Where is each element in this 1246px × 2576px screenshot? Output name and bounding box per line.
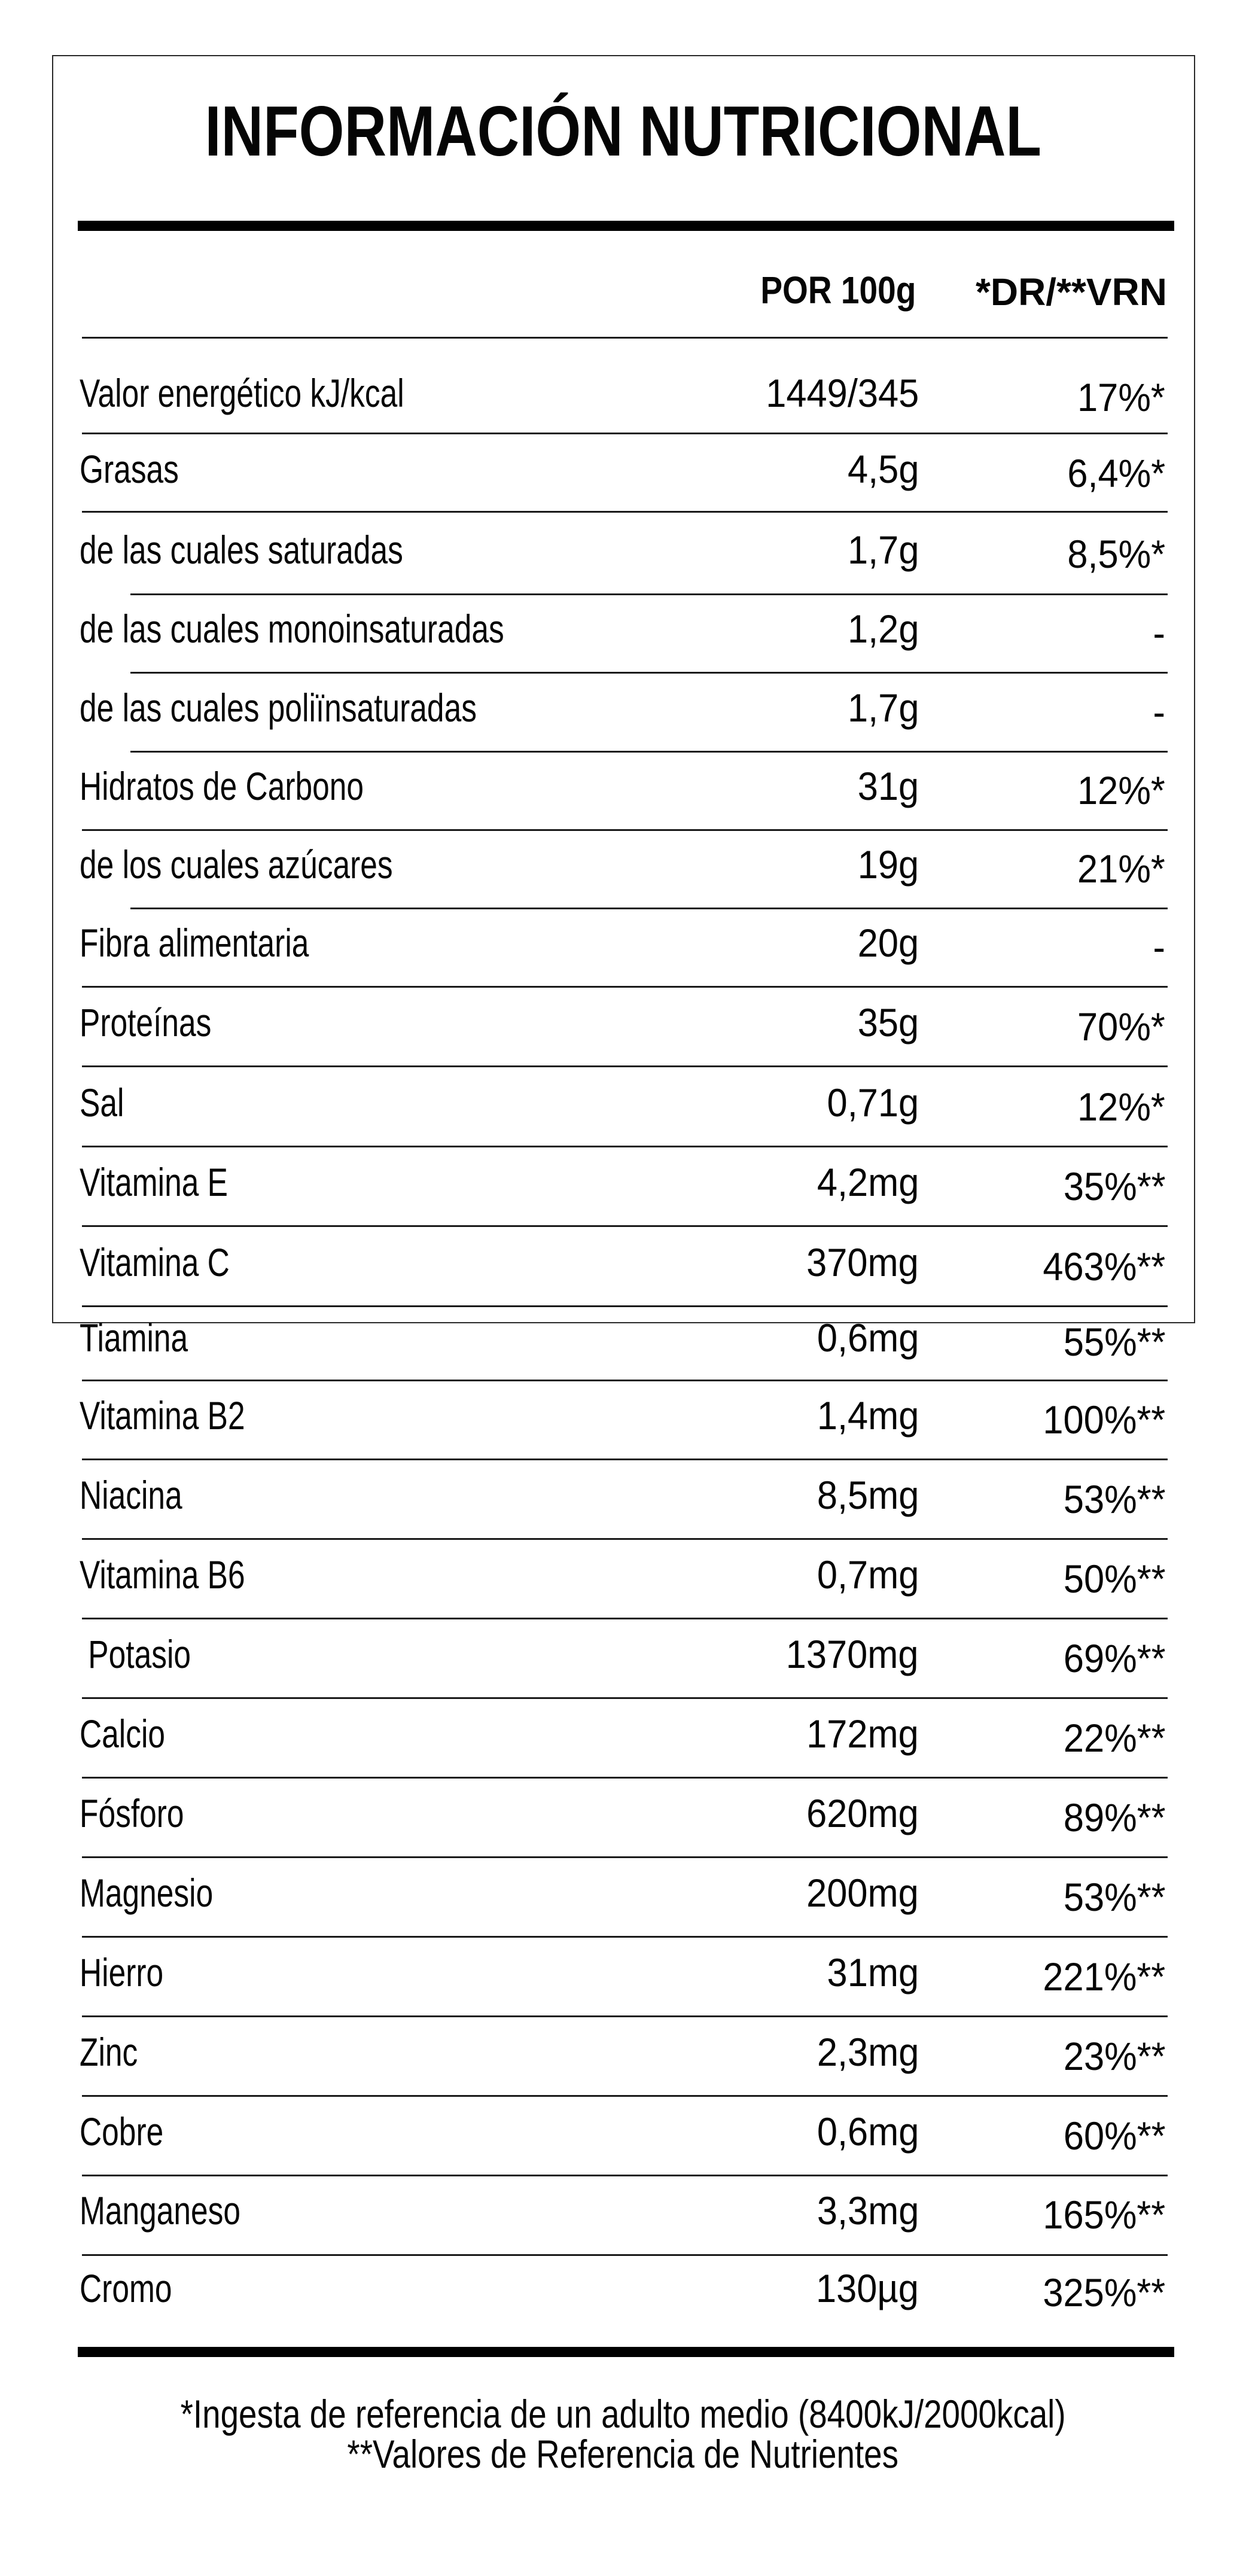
footnote-vrn-text: **Valores de Referencia de Nutrientes: [347, 2432, 899, 2476]
nutrient-value: 370mg: [806, 1240, 919, 1284]
nutrient-label: Potasio: [80, 1632, 191, 1676]
row-divider: [82, 1458, 1168, 1460]
row-divider: [82, 1305, 1168, 1307]
bottom-thick-rule: [78, 2347, 1174, 2357]
nutrient-reference: 23%**: [1063, 2034, 1165, 2078]
nutrient-label: Fibra alimentaria: [80, 921, 309, 965]
top-thick-rule: [78, 221, 1174, 231]
nutrient-value: 4,2mg: [817, 1160, 919, 1204]
nutrient-reference: 325%**: [1043, 2270, 1165, 2315]
nutrient-label: Calcio: [80, 1712, 166, 1756]
nutrient-reference: 53%**: [1063, 1875, 1165, 1919]
row-divider-indented: [130, 751, 1168, 753]
nutrient-value: 19g: [857, 842, 919, 887]
row-divider: [82, 1856, 1168, 1858]
nutrient-reference: 69%**: [1063, 1636, 1165, 1680]
row-divider: [82, 1936, 1168, 1938]
row-divider: [82, 1065, 1168, 1067]
footnote-vrn: [0, 2434, 1246, 2474]
nutrient-value: 8,5mg: [817, 1473, 919, 1517]
nutrient-label: Hierro: [80, 1950, 164, 1995]
column-header-per-100g: POR 100g: [760, 269, 916, 312]
nutrient-value: 1,2g: [847, 607, 919, 651]
row-divider: [82, 1380, 1168, 1381]
nutrient-reference: 70%*: [1077, 1004, 1165, 1049]
nutrient-label: Valor energético kJ/kcal: [80, 371, 404, 415]
nutrient-reference: 221%**: [1043, 1954, 1165, 1999]
nutrient-label: Vitamina C: [80, 1240, 230, 1284]
nutrient-value: 1370mg: [786, 1632, 919, 1676]
row-divider: [82, 986, 1168, 988]
nutrient-reference: 89%**: [1063, 1795, 1165, 1840]
row-divider: [82, 1697, 1168, 1699]
nutrient-reference: -: [1153, 611, 1165, 655]
nutrient-reference: 21%*: [1077, 847, 1165, 891]
nutrient-reference: 12%*: [1077, 768, 1165, 812]
nutrient-value: 20g: [857, 921, 919, 965]
row-divider-indented: [130, 672, 1168, 674]
row-divider: [82, 1777, 1168, 1779]
nutrient-label: Tiamina: [80, 1316, 188, 1360]
nutrient-value: 0,6mg: [817, 1316, 919, 1360]
column-header-reference: *DR/**VRN: [975, 270, 1167, 313]
nutrient-label: de los cuales azúcares: [80, 842, 393, 887]
nutrient-label: Cobre: [80, 2109, 164, 2154]
nutrient-value: 4,5g: [847, 447, 919, 491]
nutrient-value: 200mg: [806, 1871, 919, 1915]
header-divider: [82, 337, 1168, 339]
nutrient-label: Vitamina E: [80, 1160, 229, 1204]
nutrient-label: Manganeso: [80, 2188, 241, 2233]
row-divider: [82, 2254, 1168, 2256]
row-divider: [82, 2095, 1168, 2097]
nutrient-label: Proteínas: [80, 1000, 212, 1045]
nutrient-label: de las cuales poliïnsaturadas: [80, 686, 477, 730]
nutrient-value: 2,3mg: [817, 2030, 919, 2074]
nutrient-reference: 8,5%*: [1067, 532, 1165, 576]
title-text: INFORMACIÓN NUTRICIONAL: [205, 92, 1041, 171]
nutrient-value: 130µg: [816, 2266, 919, 2310]
row-divider: [82, 1146, 1168, 1147]
row-divider: [82, 1538, 1168, 1540]
nutrient-label: Grasas: [80, 447, 179, 491]
nutrient-value: 0,7mg: [817, 1552, 919, 1597]
row-divider: [82, 433, 1168, 434]
nutrient-reference: 12%*: [1077, 1085, 1165, 1129]
nutrient-value: 35g: [857, 1000, 919, 1045]
nutrient-value: 1,4mg: [817, 1393, 919, 1438]
footnote-dr-text: *Ingesta de referencia de un adulto medio (8400kJ/2000kcal): [180, 2392, 1066, 2436]
nutrient-label: Sal: [80, 1080, 124, 1125]
nutrient-reference: 165%**: [1043, 2193, 1165, 2237]
nutrient-reference: -: [1153, 690, 1165, 734]
nutrient-label: de las cuales monoinsaturadas: [80, 607, 504, 651]
nutrient-value: 620mg: [806, 1791, 919, 1835]
nutrient-value: 3,3mg: [817, 2188, 919, 2233]
row-divider: [82, 1618, 1168, 1619]
nutrient-reference: 100%**: [1043, 1397, 1165, 1442]
row-divider: [82, 2175, 1168, 2176]
nutrient-reference: 6,4%*: [1067, 451, 1165, 495]
nutrient-value: 1,7g: [847, 686, 919, 730]
nutrient-reference: 53%**: [1063, 1477, 1165, 1521]
row-divider: [82, 1225, 1168, 1227]
nutrient-reference: 463%**: [1043, 1244, 1165, 1289]
footnote-dr: [0, 2394, 1246, 2434]
nutrient-reference: -: [1153, 925, 1165, 969]
nutrient-value: 31g: [857, 764, 919, 808]
nutrient-label: Vitamina B2: [80, 1393, 245, 1438]
nutrient-reference: 35%**: [1063, 1164, 1165, 1208]
nutrient-label: Cromo: [80, 2266, 172, 2310]
nutrient-reference: 60%**: [1063, 2114, 1165, 2158]
nutrient-label: Niacina: [80, 1473, 182, 1517]
page-title: [0, 90, 1246, 173]
nutrient-label: Vitamina B6: [80, 1552, 245, 1597]
nutrient-label: Hidratos de Carbono: [80, 764, 364, 808]
nutrient-label: Zinc: [80, 2030, 138, 2074]
nutrient-value: 172mg: [806, 1712, 919, 1756]
nutrient-value: 1449/345: [765, 371, 919, 415]
nutrient-reference: 22%**: [1063, 1716, 1165, 1760]
nutrient-label: Fósforo: [80, 1791, 184, 1835]
row-divider: [82, 829, 1168, 831]
nutrient-label: de las cuales saturadas: [80, 528, 403, 572]
nutrient-value: 31mg: [827, 1950, 919, 1995]
nutrient-label: Magnesio: [80, 1871, 214, 1915]
nutrient-value: 0,6mg: [817, 2109, 919, 2154]
row-divider-indented: [130, 908, 1168, 909]
nutrient-value: 0,71g: [827, 1080, 919, 1125]
row-divider-indented: [130, 593, 1168, 595]
nutrient-reference: 55%**: [1063, 1320, 1165, 1364]
nutrient-reference: 17%*: [1077, 375, 1165, 419]
row-divider: [82, 511, 1168, 513]
nutrient-value: 1,7g: [847, 528, 919, 572]
nutrient-reference: 50%**: [1063, 1557, 1165, 1601]
row-divider: [82, 2015, 1168, 2017]
